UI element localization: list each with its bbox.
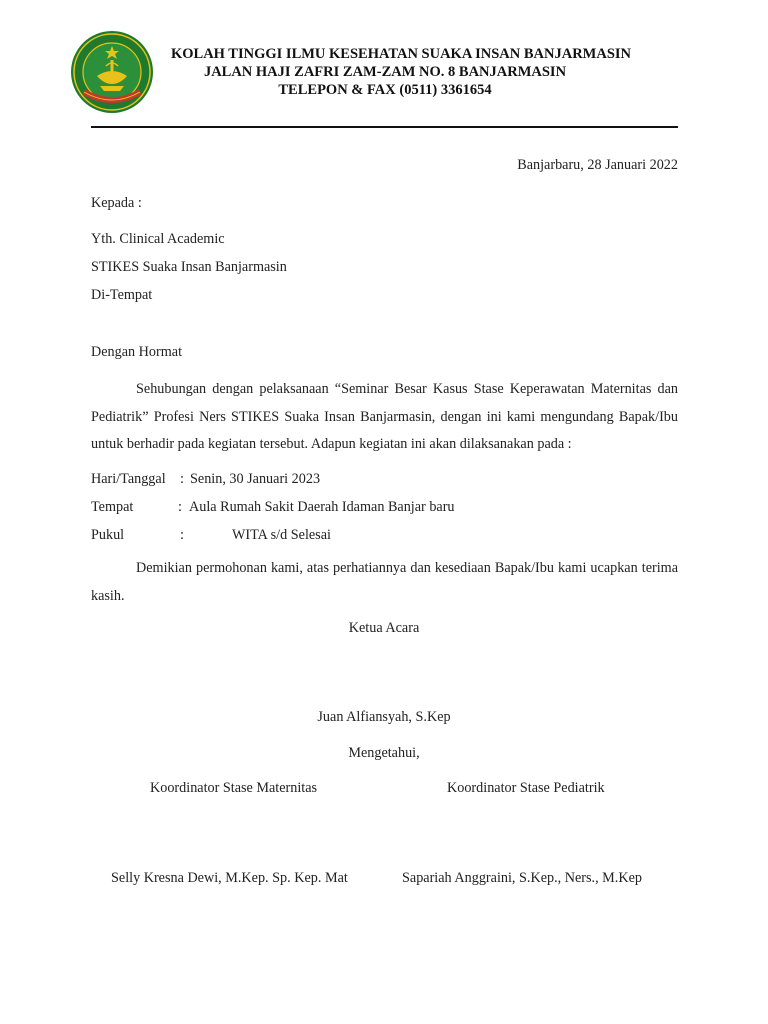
coordinator-name: Sapariah Anggraini, S.Kep., Ners., M.Kep bbox=[402, 870, 642, 886]
institution-header bbox=[150, 45, 632, 99]
detail-label: Pukul bbox=[91, 527, 125, 543]
coordinator-name: Selly Kresna Dewi, M.Kep. Sp. Kep. Mat bbox=[111, 870, 348, 886]
header-divider bbox=[91, 126, 678, 128]
detail-colon: : bbox=[178, 499, 182, 515]
recipient-line: STIKES Suaka Insan Banjarmasin bbox=[91, 259, 287, 275]
letter-date: Banjarbaru, 28 Januari 2022 bbox=[517, 157, 678, 173]
college-emblem-icon bbox=[70, 30, 154, 114]
closing-paragraph: Demikian permohonan kami, atas perhatiannya dan kesediaan Bapak/Ibu kami ucapkan terima kasih. bbox=[91, 560, 678, 604]
detail-colon: : bbox=[180, 471, 184, 487]
detail-label: Hari/Tanggal bbox=[91, 471, 166, 487]
detail-value: Aula Rumah Sakit Daerah Idaman Banjar baru bbox=[189, 499, 455, 515]
salutation: Dengan Hormat bbox=[91, 344, 183, 360]
acknowledged-label: Mengetahui, bbox=[348, 745, 420, 761]
recipient-line: Di-Tempat bbox=[91, 287, 153, 303]
recipient-line: Yth. Clinical Academic bbox=[91, 231, 225, 247]
institution-name: KOLAH TINGGI ILMU KESEHATAN SUAKA INSAN BANJARMASIN bbox=[170, 46, 632, 62]
detail-value: WITA s/d Selesai bbox=[232, 527, 331, 543]
institution-address: JALAN HAJI ZAFRI ZAM-ZAM NO. 8 BANJARMASIN bbox=[203, 64, 567, 80]
detail-value: Senin, 30 Januari 2023 bbox=[190, 471, 321, 487]
institution-phone: TELEPON & FAX (0511) 3361654 bbox=[278, 82, 492, 98]
coordinator-title: Koordinator Stase Pediatrik bbox=[447, 780, 605, 796]
detail-colon: : bbox=[180, 527, 184, 543]
chair-name: Juan Alfiansyah, S.Kep bbox=[317, 709, 451, 725]
coordinator-title: Koordinator Stase Maternitas bbox=[150, 780, 318, 796]
detail-label: Tempat bbox=[91, 499, 134, 515]
recipient-heading: Kepada : bbox=[91, 195, 142, 211]
chair-title: Ketua Acara bbox=[348, 620, 420, 636]
letter-body: Sehubungan dengan pelaksanaan “Seminar Besar Kasus Stase Keperawatan Maternitas dan Pediatrik” Profesi Ners STIKES Suaka Insan Banjarmasin, dengan ini kami mengundang Bapak/Ibu untuk berhadir pada kegiatan tersebut. Adapun kegiatan ini akan dilaksanakan pada : bbox=[91, 381, 678, 452]
